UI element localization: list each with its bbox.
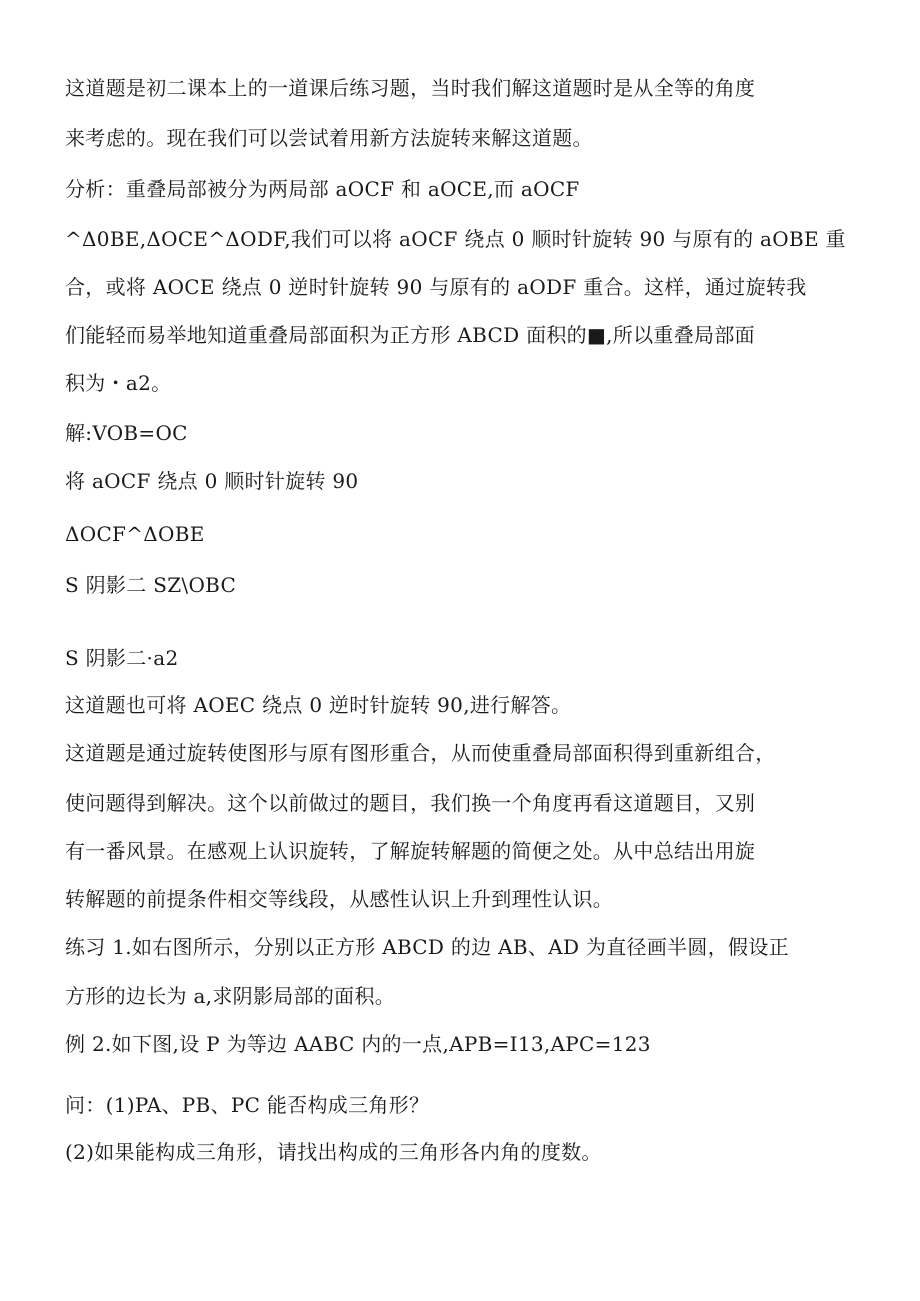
text-line-16: 有一番风景。在感观上认识旋转，了解旋转解题的简便之处。从中总结出用旋 — [65, 839, 756, 863]
text-line-15: 使问题得到解决。这个以前做过的题目，我们换一个角度再看这道题目，又别 — [65, 791, 756, 815]
text-line-14: 这道题是通过旋转使图形与原有图形重合，从而使重叠局部面积得到重新组合， — [65, 741, 776, 765]
text-line-8: 解:VOB=OC — [65, 421, 188, 445]
text-line-22: (2)如果能构成三角形，请找出构成的三角形各内角的度数。 — [65, 1140, 602, 1164]
text-line-3: 分析：重叠局部被分为两局部 aOCF 和 aOCE,而 aOCF — [65, 177, 580, 201]
text-line-21: 问：(1)PA、PB、PC 能否构成三角形？ — [65, 1093, 430, 1117]
text-line-4: ^Δ0BE,ΔOCE^ΔODF,我们可以将 aOCF 绕点 0 顺时针旋转 90 与原有的 aOBE 重 — [65, 227, 846, 251]
text-line-2: 来考虑的。现在我们可以尝试着用新方法旋转来解这道题。 — [65, 126, 593, 150]
text-line-20: 例 2.如下图,设 P 为等边 AABC 内的一点,APB=I13,APC=123 — [65, 1032, 651, 1056]
text-line-6: 们能轻而易举地知道重叠局部面积为正方形 ABCD 面积的■,所以重叠局部面 — [65, 323, 755, 347]
text-line-10: ΔOCF^ΔOBE — [65, 522, 205, 546]
text-line-7: 积为・a2。 — [65, 371, 172, 395]
text-line-13: 这道题也可将 AOEC 绕点 0 逆时针旋转 90,进行解答。 — [65, 693, 572, 717]
text-line-18: 练习 1.如右图所示，分别以正方形 ABCD 的边 AB、AD 为直径画半圆，假设正 — [65, 935, 789, 959]
text-line-19: 方形的边长为 a,求阴影局部的面积。 — [65, 984, 396, 1008]
text-line-17: 转解题的前提条件相交等线段，从感性认识上升到理性认识。 — [65, 887, 614, 911]
text-line-12: S 阴影二·a2 — [65, 646, 179, 670]
text-line-1: 这道题是初二课本上的一道课后练习题，当时我们解这道题时是从全等的角度 — [65, 76, 756, 100]
text-line-5: 合，或将 AOCE 绕点 0 逆时针旋转 90 与原有的 aODF 重合。这样，通过旋转我 — [65, 275, 807, 299]
text-line-11: S 阴影二 SZ\OBC — [65, 573, 237, 597]
text-line-9: 将 aOCF 绕点 0 顺时针旋转 90 — [65, 469, 359, 493]
